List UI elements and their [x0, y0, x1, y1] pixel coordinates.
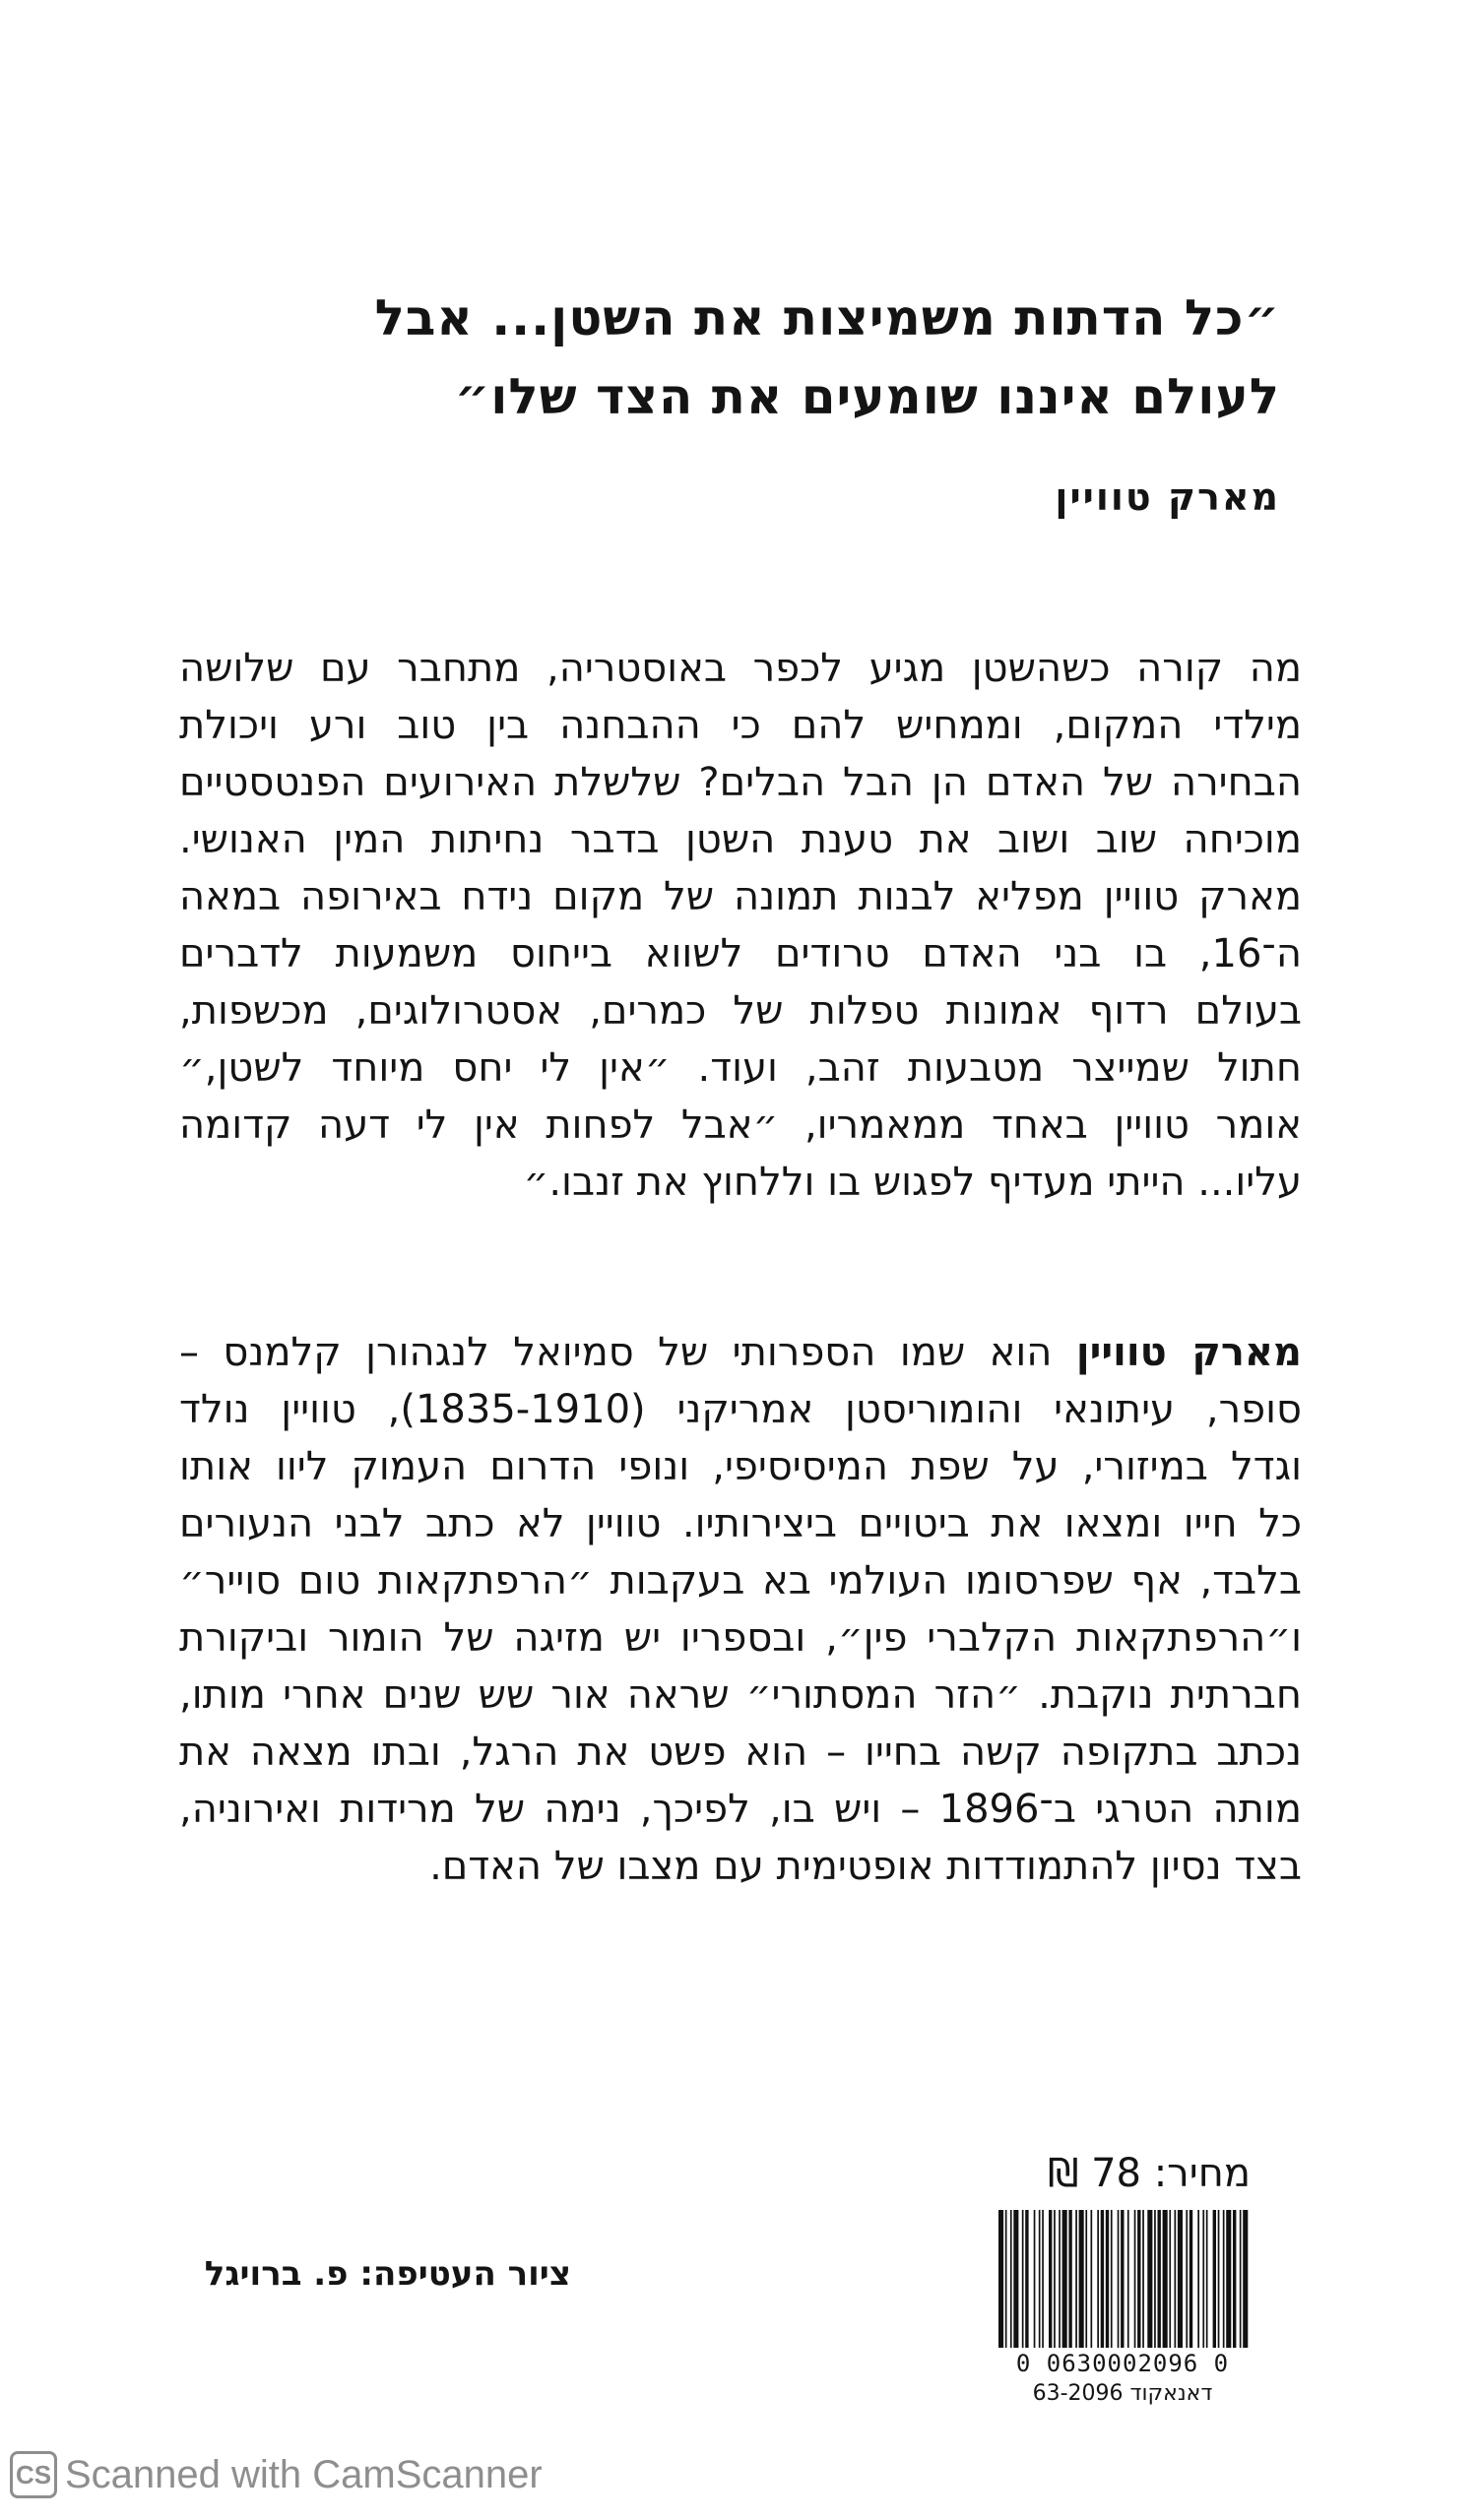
camscanner-logo-icon: CS	[10, 2451, 57, 2498]
barcode-bar	[1010, 2210, 1012, 2348]
synopsis-paragraph	[179, 640, 1302, 1211]
camscanner-watermark	[10, 2451, 543, 2498]
barcode-bar	[1175, 2210, 1177, 2348]
barcode-bar	[1134, 2210, 1136, 2348]
bio-lead-text: הוא שמו הספרותי של סמיואל לנגהורן קלמנס –	[179, 1330, 1076, 1375]
barcode-bar	[1059, 2210, 1061, 2348]
epigraph-quote	[197, 279, 1280, 519]
barcode-bar	[1022, 2210, 1024, 2348]
barcode-bar	[1206, 2210, 1208, 2348]
barcode-bar	[1137, 2210, 1140, 2348]
barcode-bar	[1233, 2210, 1236, 2348]
synopsis-line: מילדי המקום, וממחיש להם כי ההבחנה בין טוב ורע ויכולת	[179, 703, 1302, 748]
synopsis-line: מוכיחה שוב ושוב את טענת השטן בדבר נחיתות המין האנושי.	[179, 817, 1302, 862]
quote-line-2: לעולם איננו שומעים את הצד שלו״	[454, 368, 1280, 425]
barcode-bar	[1169, 2210, 1171, 2348]
barcode-bar	[1118, 2210, 1120, 2348]
barcode-bar	[1121, 2210, 1124, 2348]
synopsis-line: מה קורה כשהשטן מגיע לכפר באוסטריה, מתחבר עם שלושה	[179, 646, 1302, 691]
synopsis-line: מארק טוויין מפליא לבנות תמונה של מקום נידח באירופה במאה	[179, 874, 1302, 919]
barcode-bar	[1106, 2210, 1109, 2348]
barcode-bar	[1127, 2210, 1129, 2348]
synopsis-line: בעולם רדוף אמונות טפלות של כמרים, אסטרולוגים, מכשפות,	[179, 988, 1302, 1034]
bio-line	[179, 1324, 1302, 1381]
barcode-bar	[1085, 2210, 1087, 2348]
synopsis-line: הבחירה של האדם הן הבל הבלים? שלשלת האירועים הפנטסטיים	[179, 760, 1302, 805]
barcode-bar	[1178, 2210, 1183, 2348]
barcode-bar	[1240, 2210, 1242, 2348]
author-bio-paragraph	[179, 1324, 1302, 1895]
barcode-bar	[1190, 2210, 1192, 2348]
barcode-bar	[1223, 2210, 1225, 2348]
barcode-bar	[1218, 2210, 1220, 2348]
barcode-bar	[1075, 2210, 1077, 2348]
barcode-bar	[1097, 2210, 1099, 2348]
synopsis-line: חתול שמייצר מטבעות זהב, ועוד. ״אין לי יחס מיוחד לשטן,״	[179, 1045, 1302, 1091]
barcode-bar	[1186, 2210, 1188, 2348]
barcode-bar	[1158, 2210, 1161, 2348]
barcode-bar	[1202, 2210, 1204, 2348]
barcode-bar	[1079, 2210, 1084, 2348]
barcode-bar	[1042, 2210, 1044, 2348]
bio-line: בלבד, אף שפרסומו העולמי בא בעקבות ״הרפתקאות טום סוייר״	[179, 1558, 1302, 1604]
barcode-bar	[1213, 2210, 1216, 2348]
bio-line: ו״הרפתקאות הקלברי פין״, ובספריו יש מזיגה של הומור וביקורת	[179, 1615, 1302, 1661]
bio-line: וגדל במיזורי, על שפת המיסיסיפי, ונופי הדרום העמוק ליוו אותו	[179, 1444, 1302, 1489]
barcode-bar	[1068, 2210, 1071, 2348]
barcode-bar	[1025, 2210, 1028, 2348]
barcode-bar	[1101, 2210, 1104, 2348]
barcode-bar	[1197, 2210, 1199, 2348]
quote-line-1: ״כל הדתות משמיצות את השטן... אבל	[374, 289, 1280, 346]
bio-line: נכתב בתקופה קשה בחייו – הוא פשט את הרגל, ובתו מצאה את	[179, 1730, 1302, 1775]
barcode-bar	[1243, 2210, 1248, 2348]
barcode-catalog-number: דאנאקוד 63-2096	[1032, 2381, 1213, 2406]
quote-author: מארק טוויין	[1055, 475, 1280, 519]
barcode-digits: 0 0630002096 0	[1015, 2350, 1230, 2377]
barcode-bar	[1147, 2210, 1152, 2348]
bio-line: חברתית נוקבת. ״הזר המסתורי״ שראה אור שש שנים אחרי מותו,	[179, 1672, 1302, 1718]
barcode-bar	[1142, 2210, 1144, 2348]
barcode-bar	[1154, 2210, 1156, 2348]
barcode	[995, 2210, 1251, 2406]
barcode-bar	[1226, 2210, 1231, 2348]
barcode-bar	[1005, 2210, 1007, 2348]
camscanner-text: Scanned with CamScanner	[65, 2452, 543, 2496]
price-label: מחיר: 78 ₪	[1047, 2151, 1251, 2196]
barcode-bar	[998, 2210, 1003, 2348]
author-name-bold: מארק טוויין	[1075, 1330, 1302, 1375]
bio-line: מותה הטרגי ב־1896 – ויש בו, לפיכך, נימה של מרידות ואירוניה,	[179, 1787, 1302, 1832]
barcode-bar	[1111, 2210, 1113, 2348]
synopsis-line: עליו... הייתי מעדיף לפגוש בו וללחוץ את זנבו.״	[523, 1160, 1302, 1205]
bio-line: כל חייו ומצאו את ביטויים ביצירותיו. טוויין לא כתב לבני הנעורים	[179, 1501, 1302, 1546]
barcode-bar	[1054, 2210, 1056, 2348]
barcode-bar	[1034, 2210, 1036, 2348]
barcode-bar	[1062, 2210, 1067, 2348]
barcode-bar	[1013, 2210, 1018, 2348]
barcode-bar	[1163, 2210, 1168, 2348]
barcode-bar	[1039, 2210, 1041, 2348]
bio-line: סופר, עיתונאי והומוריסטן אמריקני (1835-1910), טוויין נולד	[179, 1387, 1302, 1432]
barcode-bars	[995, 2210, 1251, 2348]
bio-line: בצד נסיון להתמודדות אופטימית עם מצבו של האדם.	[429, 1844, 1302, 1889]
barcode-bar	[1049, 2210, 1052, 2348]
synopsis-line: ה־16, בו בני האדם טרודים לשווא בייחוס משמעות לדברים	[179, 931, 1302, 976]
synopsis-line: אומר טוויין באחד ממאמריו, ״אבל לפחות אין לי דעה קדומה	[179, 1102, 1302, 1148]
cover-illustration-credit: ציור העטיפה: פ. ברויגל	[204, 2254, 571, 2294]
barcode-bar	[1091, 2210, 1093, 2348]
